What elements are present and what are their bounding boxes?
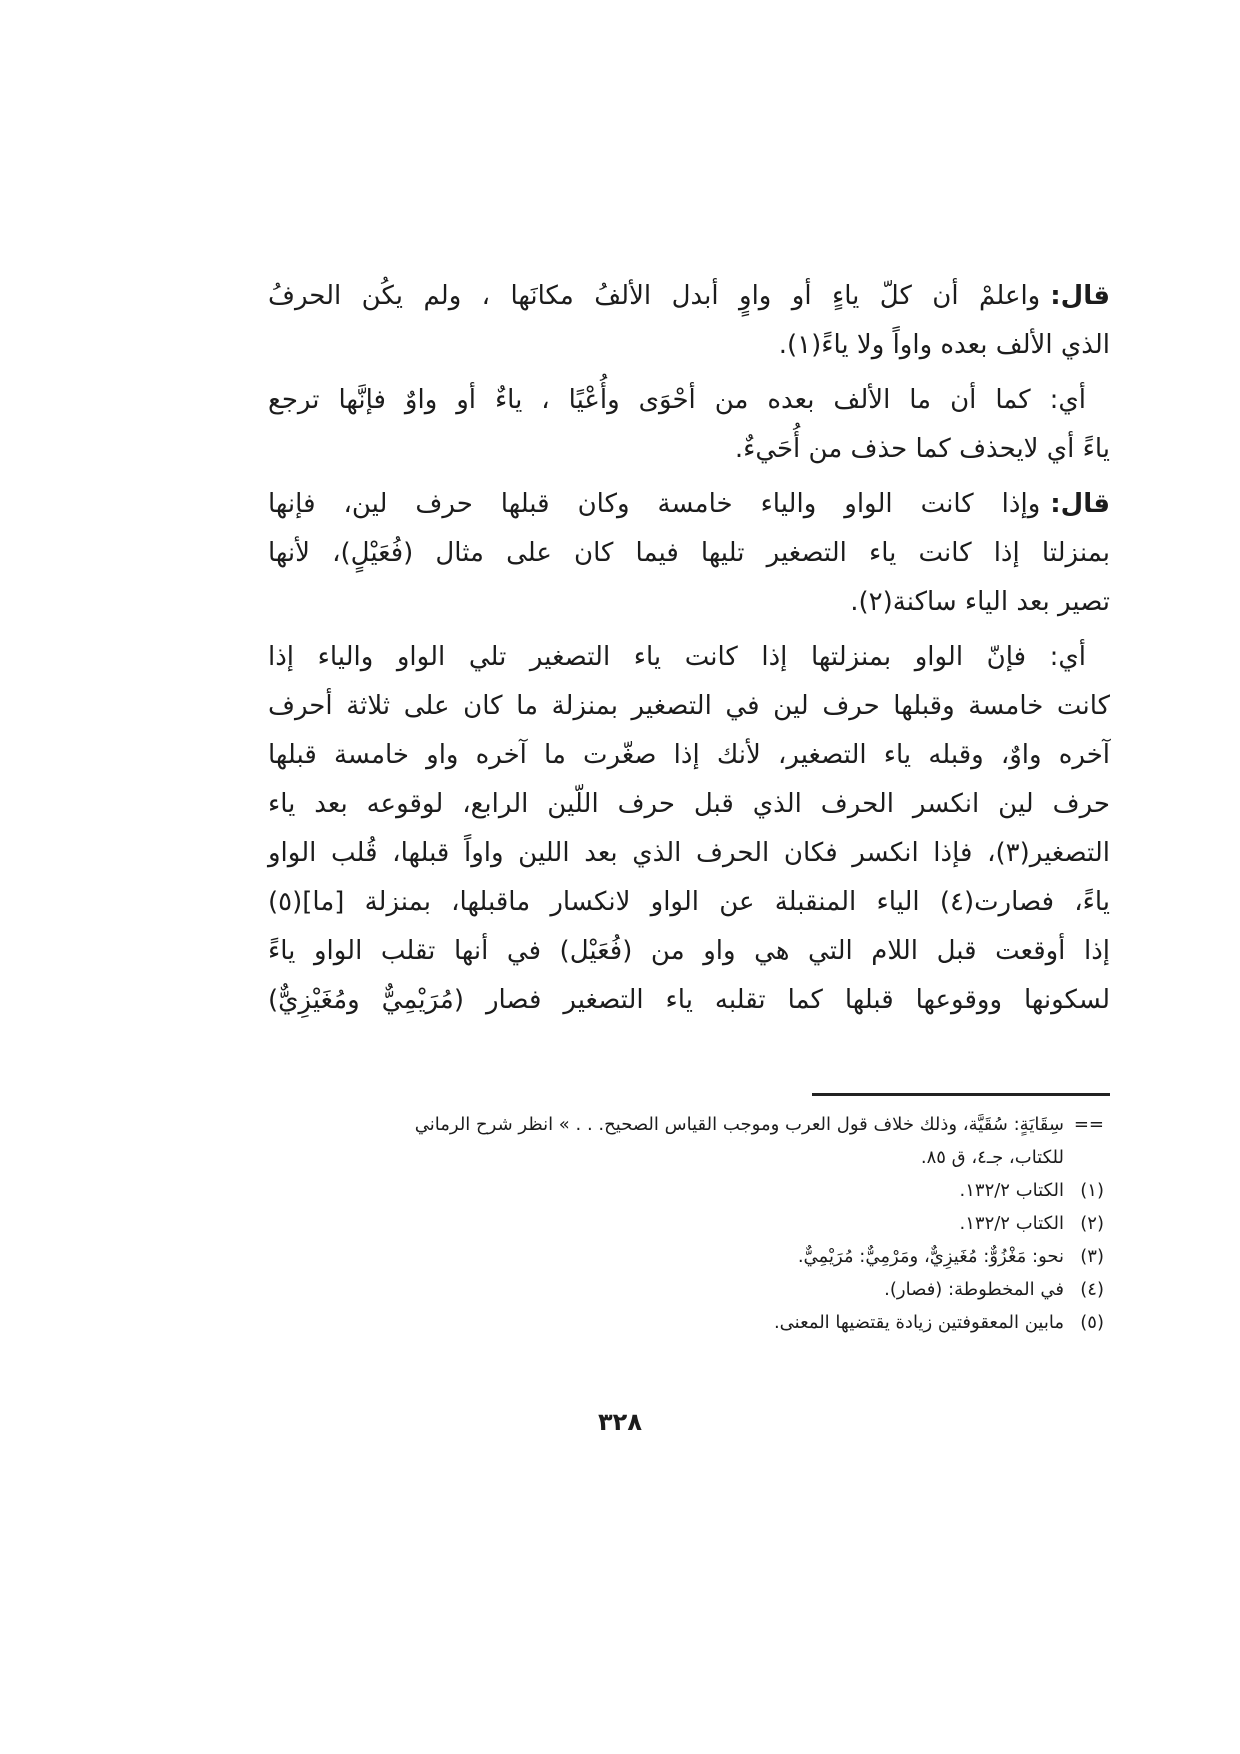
footnote-item (268, 1273, 1110, 1306)
footnote-number: (٤) (1080, 1279, 1104, 1300)
footnote-text: الكتاب ١٣٢/٢. (959, 1213, 1064, 1234)
page-number: ٣٢٨ (598, 1408, 642, 1436)
paragraph-qala-2 (268, 480, 1110, 627)
footnote-number: (٥) (1080, 1312, 1104, 1333)
text-line: التصغير(٣)، فإذا انكسر فكان الحرف الذي بعد اللين واواً قبلها، قُلب الواو (268, 838, 1110, 868)
footnote-number: (١) (1080, 1180, 1104, 1201)
text-line-content: وإذا كانت الواو والياء خامسة وكان قبلها حرف لين، فإنها (268, 489, 1041, 519)
text-line (268, 272, 1110, 321)
paragraph-commentary-1 (268, 376, 1110, 474)
footnote-separator (812, 1093, 1110, 1096)
footnote-text: سِقَايَةٍ: سُقَيَّة، وذلك خلاف قول العرب وموجب القياس الصحيح. . . » انظر شرح الرماني (414, 1114, 1064, 1135)
qala-label: قال: (1050, 281, 1110, 311)
text-line: تصير بعد الياء ساكنة(٢). (850, 587, 1110, 617)
text-line: أي: كما أن ما الألف بعده من أحْوَى وأُعْيًا ، ياءٌ أو واوٌ فإنَّها ترجع (268, 385, 1086, 415)
paragraph-commentary-2 (268, 633, 1110, 1025)
text-line-content: واعلمْ أن كلّ ياءٍ أو واوٍ أبدل الألفُ مكانَها ، ولم يكُن الحرفُ (268, 281, 1041, 311)
qala-label: قال: (1050, 489, 1110, 519)
footnote-text: في المخطوطة: (فصار). (884, 1279, 1064, 1300)
text-line: بمنزلتا إذا كانت ياء التصغير تليها فيما كان على مثال (فُعَيْلٍ)، لأنها (268, 538, 1110, 568)
footnote-text: نحو: مَغْزُوٌّ: مُغَيزِيٌّ، ومَرْمِيٌّ: مُرَيْمِيٌّ. (797, 1246, 1064, 1267)
text-line: حرف لين انكسر الحرف الذي قبل حرف اللّين الرابع، لوقوعه بعد ياء (268, 789, 1110, 819)
continuation-marker: == (1073, 1114, 1104, 1135)
text-line: الذي الألف بعده واواً ولا ياءً(١). (778, 330, 1110, 360)
text-line: لسكونها ووقوعها قبلها كما تقلبه ياء التصغير فصار (مُرَيْمِيٌّ ومُغَيْزِيٌّ) (268, 985, 1110, 1015)
text-line: ياءً، فصارت(٤) الياء المنقبلة عن الواو لانكسار ماقبلها، بمنزلة [ما](٥) (268, 887, 1110, 917)
footnote-text: الكتاب ١٣٢/٢. (959, 1180, 1064, 1201)
text-line: أي: فإنّ الواو بمنزلتها إذا كانت ياء التصغير تلي الواو والياء إذا (268, 642, 1086, 672)
footnotes (268, 1108, 1110, 1339)
footnote-number: (٢) (1080, 1213, 1104, 1234)
footnote-item (268, 1306, 1110, 1339)
footnote-item (268, 1174, 1110, 1207)
footnote-text: مابين المعقوفتين زيادة يقتضيها المعنى. (773, 1312, 1064, 1333)
footnote-number: (٣) (1080, 1246, 1104, 1267)
text-line (268, 480, 1110, 529)
paragraph-qala-1 (268, 272, 1110, 370)
footnote-continuation (268, 1108, 1110, 1141)
main-text (268, 272, 1110, 1031)
text-line: ياءً أي لايحذف كما حذف من أُحَيءٌ. (734, 434, 1110, 464)
text-line: آخره واوٌ، وقبله ياء التصغير، لأنك إذا صغّرت ما آخره واو خامسة قبلها (268, 740, 1110, 770)
text-line: إذا أوقعت قبل اللام التي هي واو من (فُعَيْل) في أنها تقلب الواو ياءً (268, 936, 1110, 966)
footnote-text: للكتاب، جـ٤، ق ٨٥. (920, 1147, 1064, 1168)
footnote-item (268, 1240, 1110, 1273)
footnote-item (268, 1207, 1110, 1240)
text-line: كانت خامسة وقبلها حرف لين في التصغير بمنزلة ما كان على ثلاثة أحرف (268, 691, 1110, 721)
